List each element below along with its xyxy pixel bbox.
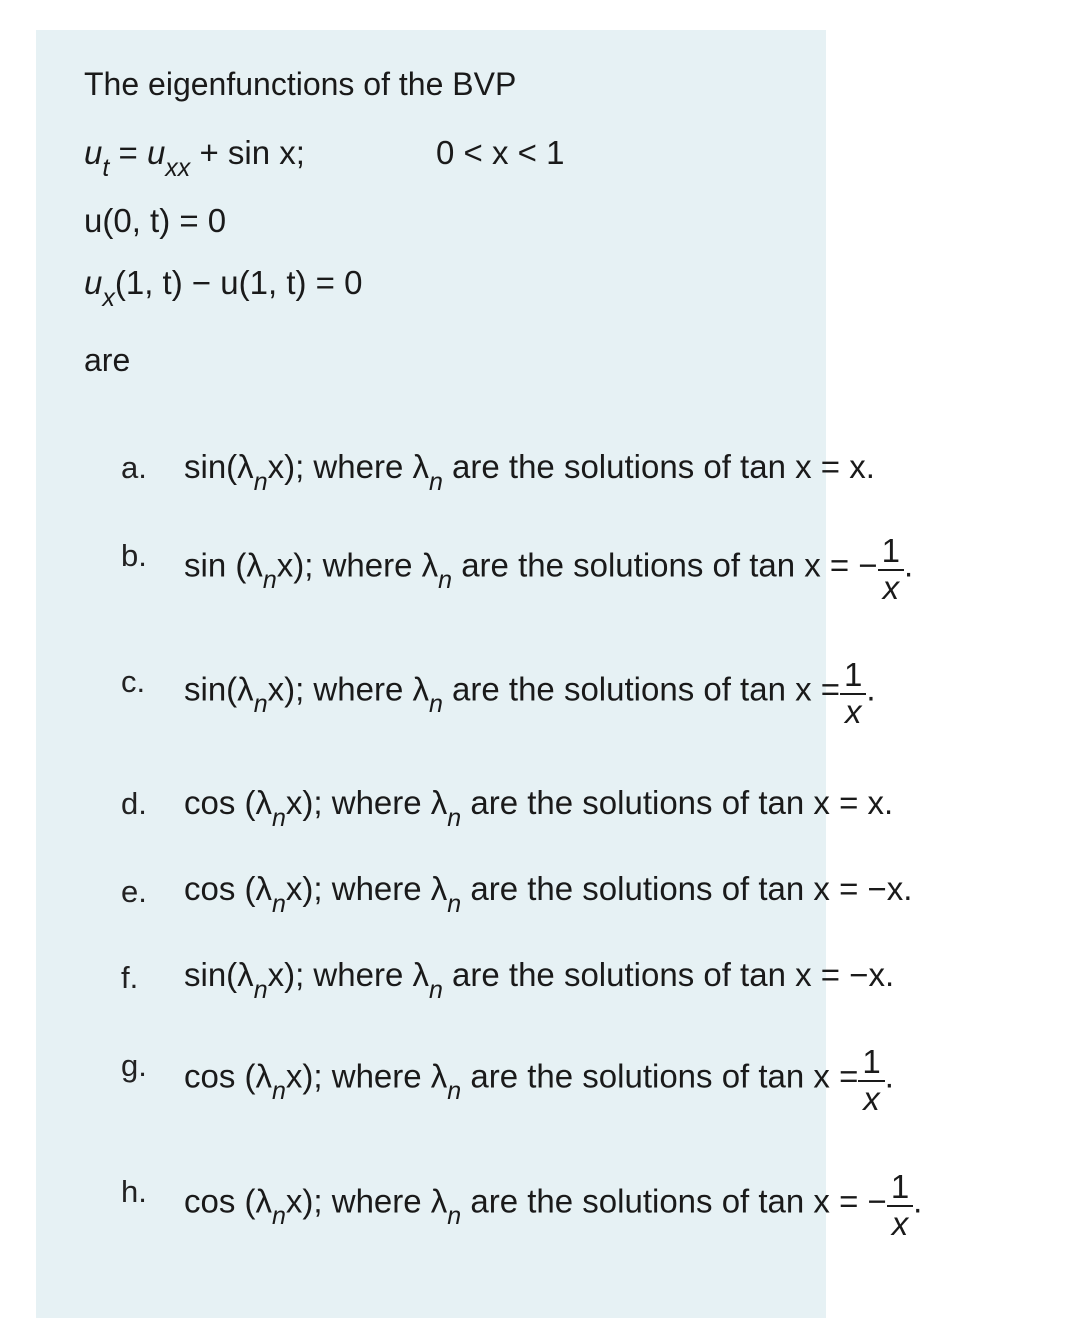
option-e[interactable]: $\cos (\lambda_nx)$; where $\lambda_n$ are the solutions of tan x = −x.: [184, 870, 913, 918]
pde-equation: $u_t = u_{xx} + \sin x$;: [84, 134, 305, 182]
option-f[interactable]: $\sin(\lambda_nx)$; where $\lambda_n$ are the solutions of tan x = −x.: [184, 956, 895, 1004]
option-g[interactable]: $\cos (\lambda_nx)$; where $\lambda_n$ are the solutions of tan x = $\frac{1}{x}$ .: [184, 1043, 894, 1117]
option-label-c[interactable]: c.: [121, 664, 146, 699]
option-label-d[interactable]: d.: [121, 786, 147, 821]
fraction: $\frac{1}{x}$: [858, 1045, 884, 1116]
boundary-condition-right: $u_x(1$, t) − u(1, t) = 0: [84, 264, 363, 312]
fraction: $\frac{1}{x}$: [840, 658, 866, 729]
option-c[interactable]: $\sin(\lambda_nx)$; where $\lambda_n$ are the solutions of tan x = $\frac{1}{x}$ .: [184, 656, 876, 730]
option-label-f[interactable]: f.: [121, 960, 139, 995]
option-label-h[interactable]: h.: [121, 1174, 147, 1209]
option-a[interactable]: $\sin(\lambda_nx)$; where $\lambda_n$ are the solutions of tan x = x.: [184, 448, 875, 496]
question-intro: The eigenfunctions of the BVP: [84, 66, 517, 102]
domain-condition: 0 < x < 1: [436, 134, 565, 171]
fraction: $\frac{1}{x}$: [878, 534, 904, 605]
option-label-b[interactable]: b.: [121, 538, 147, 573]
fraction: $\frac{1}{x}$: [887, 1170, 913, 1241]
option-label-g[interactable]: g.: [121, 1048, 147, 1083]
boundary-condition-left: u(0, t) = 0: [84, 202, 227, 239]
option-label-e[interactable]: e.: [121, 874, 147, 909]
option-label-a[interactable]: a.: [121, 450, 147, 485]
are-text: are: [84, 342, 131, 378]
option-d[interactable]: $\cos (\lambda_nx)$; where $\lambda_n$ are the solutions of tan x = x.: [184, 784, 894, 832]
option-h[interactable]: $\cos (\lambda_nx)$; where $\lambda_n$ are the solutions of tan x = − $\frac{1}{x}$ .: [184, 1168, 923, 1242]
option-b[interactable]: $\sin (\lambda_nx)$; where $\lambda_n$ are the solutions of tan x = − $\frac{1}{x}$ .: [184, 532, 914, 606]
